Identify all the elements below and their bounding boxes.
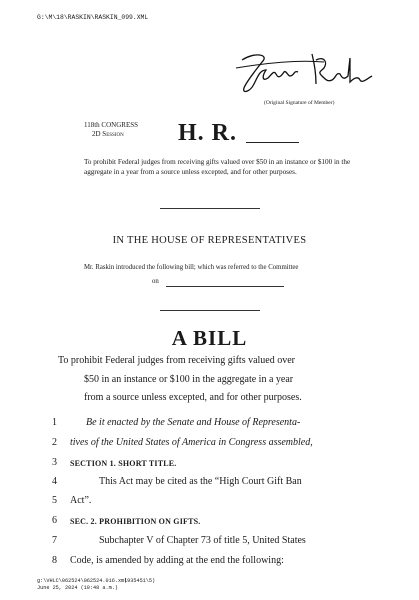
enacting-clause-line: Be it enacted by the Senate and House of Representa- bbox=[86, 417, 301, 428]
bill-text-line: Act”. bbox=[70, 495, 92, 506]
divider-rule bbox=[160, 208, 260, 209]
line-number: 8 bbox=[52, 555, 57, 566]
session-label: 2D Session bbox=[92, 130, 124, 138]
line-number: 2 bbox=[52, 437, 57, 448]
introduction-line: Mr. Raskin introduced the following bill; which was referred to the Committee bbox=[84, 264, 299, 271]
bill-text-line: Subchapter V of Chapter 73 of title 5, United States bbox=[99, 535, 306, 546]
footer-date: June 25, 2024 (10:48 a.m.) bbox=[37, 585, 118, 591]
bill-text-line: This Act may be cited as the “High Court Gift Ban bbox=[99, 476, 302, 487]
line-number: 5 bbox=[52, 495, 57, 506]
divider-rule-2 bbox=[160, 310, 260, 311]
long-title-line: $50 in an instance or $100 in the aggregate in a year bbox=[84, 374, 294, 385]
line-number: 7 bbox=[52, 535, 57, 546]
signature-label: (Original Signature of Member) bbox=[264, 100, 335, 106]
bill-number-blank bbox=[246, 142, 299, 143]
committee-line-label: on bbox=[152, 278, 159, 285]
line-number: 4 bbox=[52, 476, 57, 487]
long-title-line: from a source unless excepted, and for other purposes. bbox=[84, 392, 302, 403]
footer-code: (935451\5) bbox=[124, 578, 156, 584]
document-type: A BILL bbox=[171, 326, 248, 350]
section-heading: SEC. 2. PROHIBITION ON GIFTS. bbox=[70, 517, 201, 526]
bill-purpose: To prohibit Federal judges from receiving gifts valued over $50 in an instance or $100 in the aggregate in a year from a source unless excepted, and for other purposes. bbox=[84, 158, 351, 176]
footer-file-path: g:\VHLC\062524\062524.016.xml bbox=[37, 578, 128, 584]
bill-text-line: Code, is amended by adding at the end the following: bbox=[70, 555, 284, 566]
line-number: 6 bbox=[52, 515, 57, 526]
member-signature bbox=[232, 48, 382, 98]
bill-number: H. R. bbox=[178, 120, 237, 146]
section-heading: SECTION 1. SHORT TITLE. bbox=[70, 459, 177, 468]
chamber-heading: IN THE HOUSE OF REPRESENTATIVES bbox=[112, 235, 307, 246]
long-title-line: To prohibit Federal judges from receiving gifts valued over bbox=[58, 355, 296, 366]
line-number: 3 bbox=[52, 457, 57, 468]
congress-label: 118th CONGRESS bbox=[84, 121, 139, 129]
enacting-clause-line: tives of the United States of America in Congress assembled, bbox=[70, 437, 313, 448]
file-id: G:\M\18\RASKIN\RASKIN_099.XML bbox=[37, 14, 149, 21]
committee-blank bbox=[166, 286, 284, 287]
line-number: 1 bbox=[52, 417, 57, 428]
